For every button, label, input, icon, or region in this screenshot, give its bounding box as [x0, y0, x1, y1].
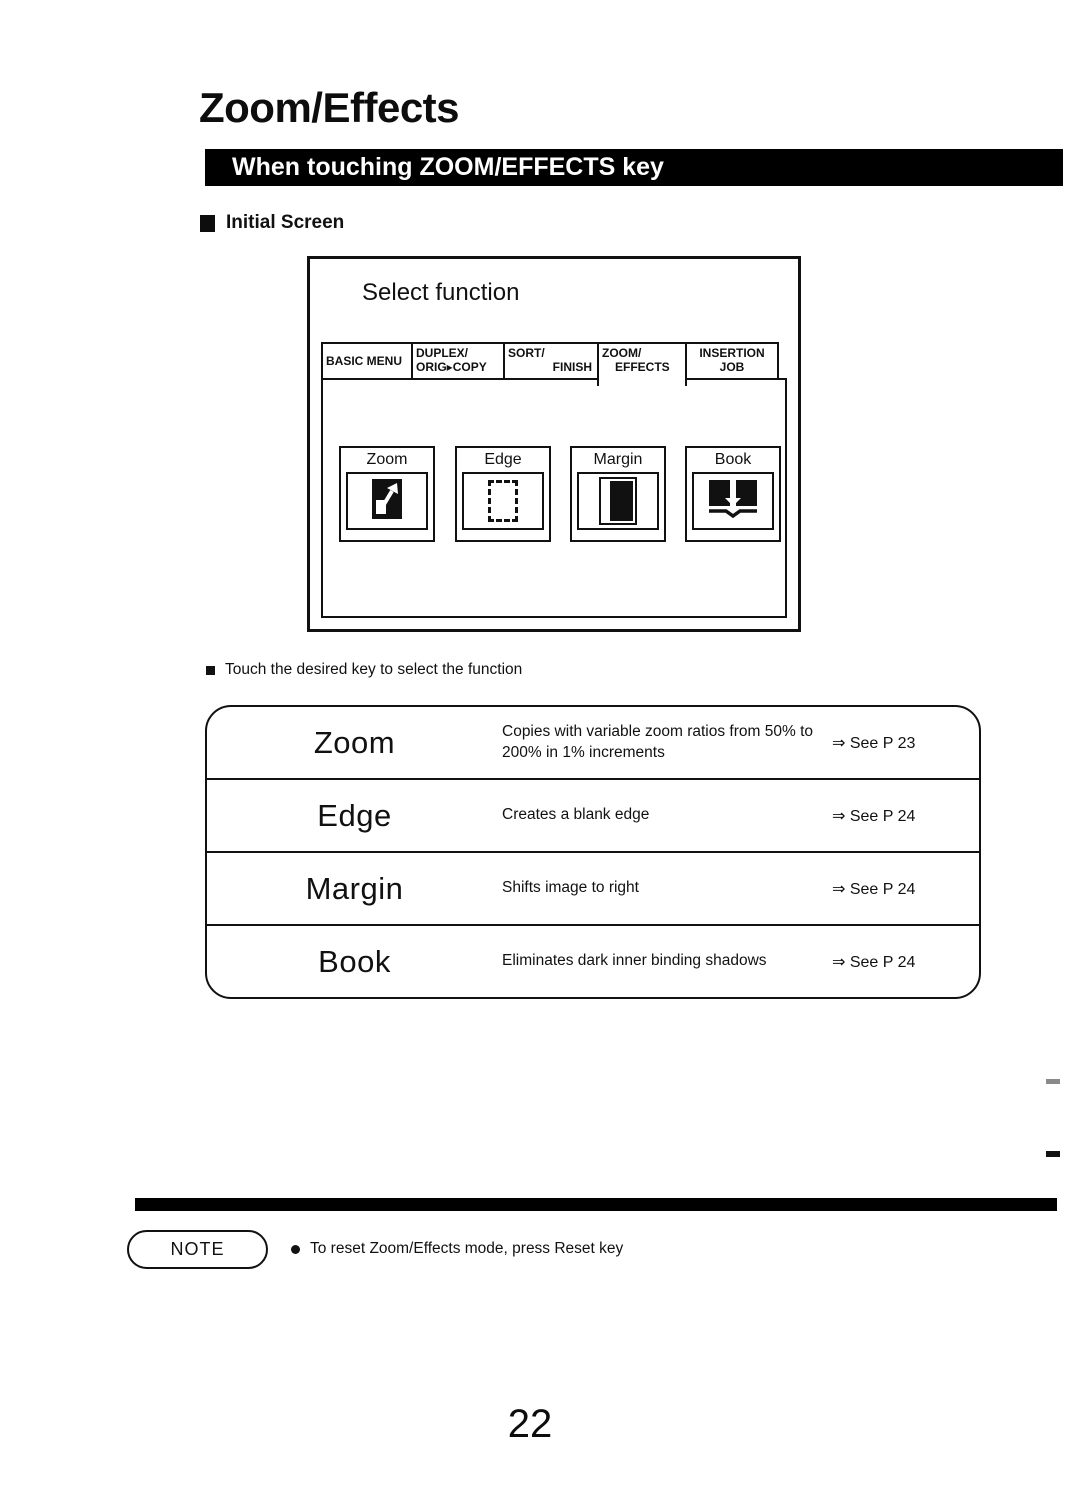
- key-label: Edge: [484, 451, 522, 468]
- tab-label: FINISH: [552, 360, 592, 375]
- note-text: To reset Zoom/Effects mode, press Reset key: [310, 1240, 624, 1257]
- note-line: [291, 1240, 623, 1258]
- tab-label: DUPLEX/: [416, 346, 469, 360]
- key-icon-frame: [462, 472, 544, 530]
- bullet-icon: [291, 1245, 300, 1254]
- key-label: Margin: [593, 451, 643, 468]
- copier-screen-diagram: [307, 256, 801, 632]
- section-header-bar: [205, 149, 1063, 186]
- instruction-line: [206, 661, 522, 679]
- screen-panel: [321, 378, 787, 618]
- edge-tick-mark: [1046, 1151, 1060, 1157]
- screen-heading: Select function: [362, 279, 520, 306]
- function-name: Book: [318, 943, 391, 979]
- divider-rule: [135, 1198, 1057, 1211]
- square-bullet-icon: [206, 666, 215, 675]
- page-reference: ⇒ See P 24: [832, 880, 916, 898]
- tab-zoom-effects-selected[interactable]: [597, 342, 687, 386]
- function-table: [205, 705, 981, 999]
- function-description: Creates a blank edge: [502, 806, 650, 824]
- key-icon-frame: [692, 472, 774, 530]
- tab-label: ORIG▸COPY: [416, 360, 487, 375]
- tab-sort-finish[interactable]: [503, 342, 599, 378]
- tab-duplex-orig-copy[interactable]: [411, 342, 505, 378]
- instruction-text: Touch the desired key to select the function: [225, 661, 523, 678]
- function-description: Eliminates dark inner binding shadows: [502, 952, 767, 970]
- table-row-zoom: [207, 707, 979, 780]
- tab-label: EFFECTS: [615, 360, 670, 375]
- note-label: NOTE: [170, 1239, 225, 1259]
- tab-insertion-job[interactable]: [685, 342, 779, 378]
- note-badge: [127, 1230, 268, 1269]
- margin-shift-icon: [599, 477, 637, 525]
- page-reference: ⇒ See P 23: [832, 734, 916, 752]
- table-row-margin: [207, 853, 979, 926]
- zoom-enlarge-icon: [372, 479, 402, 524]
- function-name: Edge: [317, 797, 392, 833]
- function-description: Shifts image to right: [502, 879, 639, 897]
- table-row-edge: [207, 780, 979, 853]
- open-book-icon: [709, 480, 757, 523]
- page-reference: ⇒ See P 24: [832, 807, 916, 825]
- key-icon-frame: [346, 472, 428, 530]
- initial-screen-heading: [200, 212, 344, 234]
- function-key-zoom[interactable]: [339, 446, 435, 542]
- function-name: Zoom: [313, 724, 396, 760]
- key-label: Book: [714, 451, 752, 468]
- initial-screen-label: Initial Screen: [226, 212, 345, 233]
- tab-basic-menu[interactable]: [321, 342, 413, 378]
- function-key-book[interactable]: [685, 446, 781, 542]
- function-key-margin[interactable]: [570, 446, 666, 542]
- tab-label: INSERTION: [699, 346, 765, 360]
- tab-label: JOB: [719, 360, 745, 375]
- function-name: Margin: [305, 870, 404, 906]
- square-bullet-icon: [200, 215, 215, 232]
- page-title: Zoom/Effects: [199, 84, 460, 131]
- key-label: Zoom: [366, 451, 408, 468]
- tab-label: SORT/: [508, 346, 545, 360]
- blank-edge-icon: [488, 480, 518, 522]
- key-icon-frame: [577, 472, 659, 530]
- function-description: Copies with variable zoom ratios from 50% to 200% in 1% increments: [502, 722, 813, 761]
- page-number: 22: [507, 1402, 553, 1446]
- function-key-edge[interactable]: [455, 446, 551, 542]
- tab-label: BASIC MENU: [326, 353, 403, 368]
- tab-label: ZOOM/: [602, 346, 642, 360]
- edge-tick-mark: [1046, 1079, 1060, 1084]
- page-reference: ⇒ See P 24: [832, 953, 916, 971]
- section-header-label: When touching ZOOM/EFFECTS key: [232, 153, 664, 181]
- table-row-book: [207, 926, 979, 997]
